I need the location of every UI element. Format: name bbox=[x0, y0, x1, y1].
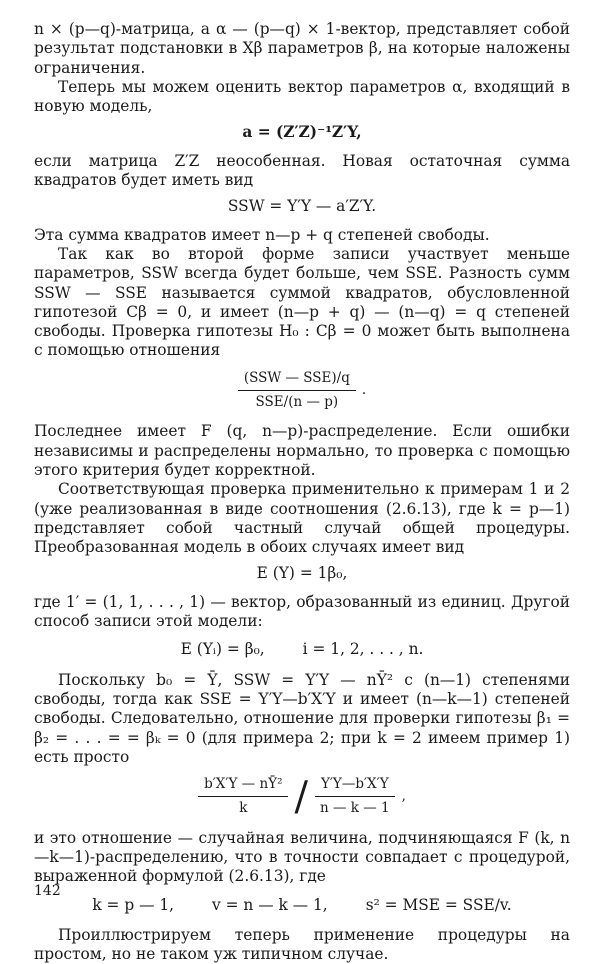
ratio-comma: , bbox=[401, 788, 406, 805]
formula-v: v = n — k — 1, bbox=[212, 895, 328, 914]
ratio-right-fraction bbox=[314, 775, 396, 819]
formula-expectation-yi bbox=[34, 640, 570, 659]
formula-yi-index: i = 1, 2, . . . , n. bbox=[302, 640, 424, 659]
f-ratio-denominator: SSE/(n — p) bbox=[255, 394, 339, 411]
paragraph-1: n × (p—q)-матрица, а α — (p—q) × 1-вектор, представляет собой результат подстановки в Xβ параметров β, на которые наложены ограничения. bbox=[34, 20, 570, 77]
paragraph-5: Так как во второй форме записи участвует меньше параметров, SSW всегда будет больше, чем SSE. Разность сумм SSW — SSE называется суммой квадратов, обусловленной гипотезой Cβ = 0, и имеет (n—p + q) — (n—q) = q степеней свободы. Проверка гипотезы H₀ : Cβ = 0 может быть выполнена с помощью отношения bbox=[34, 244, 570, 360]
formula-f-ratio bbox=[34, 369, 570, 413]
formula-ratio-test bbox=[34, 775, 570, 819]
formula-ssw: SSW = Y′Y — a′Z′Y. bbox=[227, 197, 377, 216]
paragraph-2: Теперь мы можем оценить вектор параметров α, входящий в новую модель, bbox=[34, 77, 570, 116]
paragraph-8: где 1′ = (1, 1, . . . , 1) — вектор, образованный из единиц. Другой способ записи этой модели: bbox=[34, 592, 570, 631]
f-ratio-numerator: (SSW — SSE)/q bbox=[238, 369, 356, 391]
paragraph-4: Эта сумма квадратов имеет n—p + q степеней свободы. bbox=[34, 225, 490, 244]
formula-parameters bbox=[34, 896, 570, 915]
ratio-left-denominator: k bbox=[239, 800, 248, 817]
ratio-left-numerator: b′X′Y — nȲ² bbox=[198, 775, 288, 797]
formula-k: k = p — 1, bbox=[92, 895, 175, 914]
page-number: 142 bbox=[34, 883, 61, 899]
formula-estimate-a: a = (Z′Z)⁻¹Z′Y, bbox=[242, 123, 362, 142]
ratio-left-fraction bbox=[198, 775, 288, 819]
paragraph-9: Поскольку b₀ = Ȳ, SSW = Y′Y — nȲ² с (n—1) степенями свободы, тогда как SSE = Y′Y—b′X′Y и имеет (n—k—1) степеней свободы. Следовательно, отношение для проверки гипотезы β₁ = β₂ = . . . = = βₖ = 0 (для примера 2; при k = 2 имеем пример 1) есть просто bbox=[34, 670, 570, 766]
ratio-right-numerator: Y′Y—b′X′Y bbox=[315, 775, 395, 797]
formula-expectation-y: E (Y) = 1β₀, bbox=[256, 564, 348, 583]
formula-s2: s² = MSE = SSE/v. bbox=[365, 895, 512, 914]
f-ratio-fraction bbox=[238, 369, 356, 413]
f-ratio-period: . bbox=[361, 381, 367, 398]
paragraph-3: если матрица Z′Z неособенная. Новая остаточная сумма квадратов будет иметь вид bbox=[34, 151, 570, 190]
ratio-slash: / bbox=[294, 773, 308, 820]
paragraph-11: Проиллюстрируем теперь применение процедуры на простом, но не таком уж типичном случае. bbox=[34, 925, 570, 964]
ratio-right-denominator: n — k — 1 bbox=[319, 800, 390, 817]
paragraph-10: и это отношение — случайная величина, подчиняющаяся F (k, n—k—1)-распределению, что в точности совпадает с процедурой, выраженной формулой (2.6.13), где bbox=[34, 828, 570, 886]
paragraph-6: Последнее имеет F (q, n—p)-распределение. Если ошибки независимы и распределены нормально, то проверка с помощью этого критерия будет корректной. bbox=[34, 422, 570, 479]
paragraph-7: Соответствующая проверка применительно к примерам 1 и 2 (уже реализованная в виде соотношения (2.6.13), где k = p—1) представляет собой частный случай общей процедуры. Преобразованная модель в обоих случаях имеет вид bbox=[34, 480, 570, 557]
formula-yi-left: E (Yᵢ) = β₀, bbox=[180, 640, 265, 659]
